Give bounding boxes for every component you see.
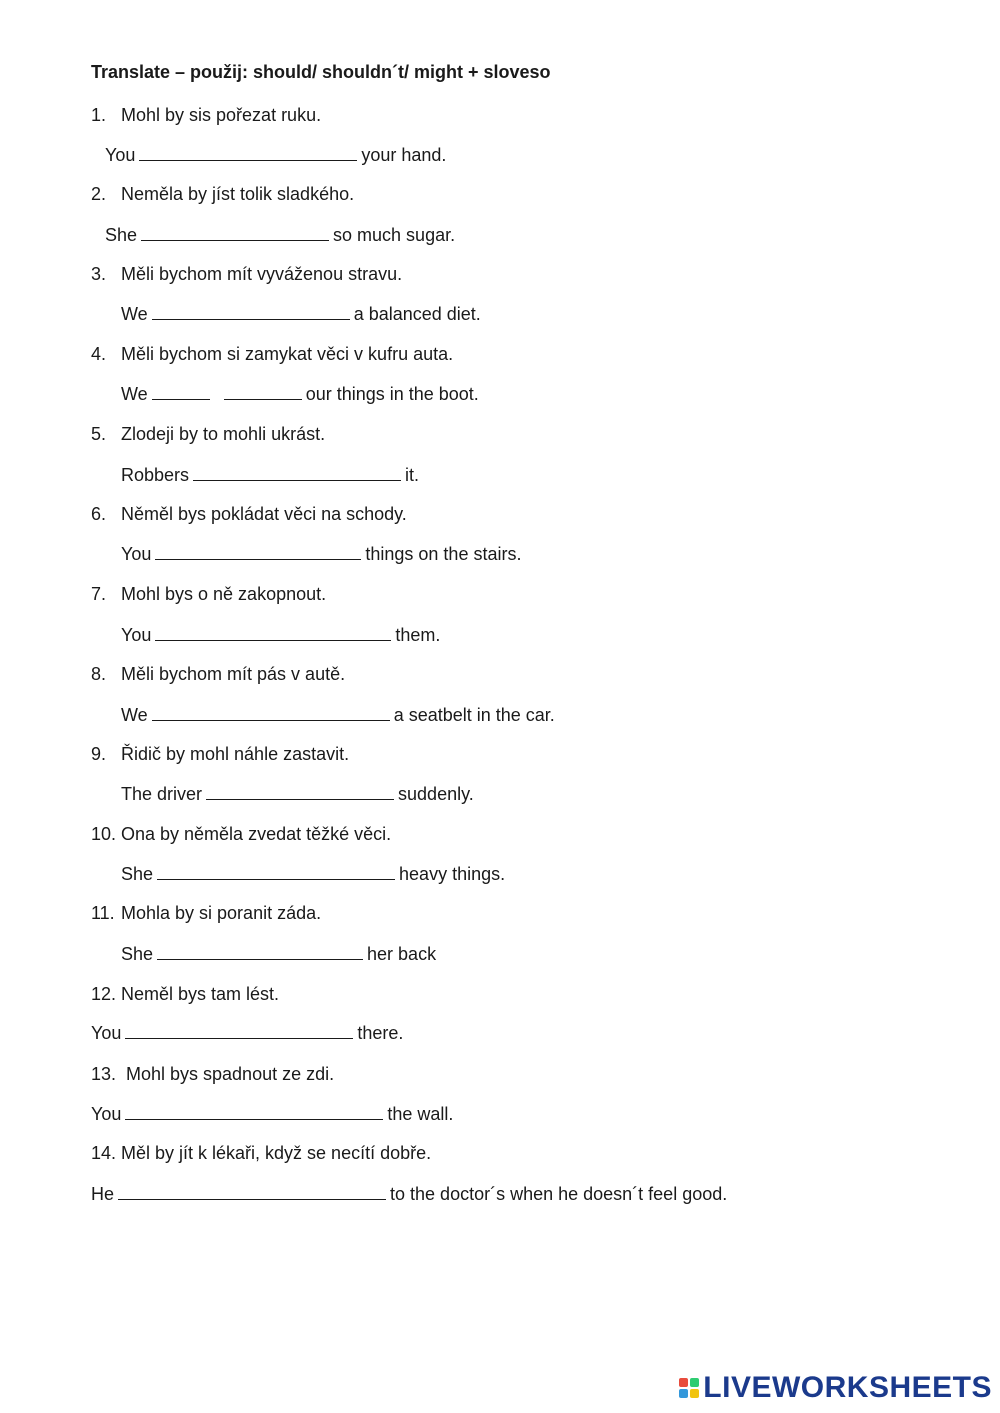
answer-suffix: suddenly. [398, 784, 474, 804]
answer-line-7 [121, 623, 440, 647]
answer-prefix: We [121, 304, 148, 324]
question-13 [91, 1062, 334, 1086]
answer-blank-11[interactable] [157, 943, 363, 960]
question-number: 11. [91, 903, 115, 923]
answer-blank-8[interactable] [152, 704, 390, 721]
question-text: Měli bychom mít pás v autě. [121, 664, 346, 684]
answer-blank-5[interactable] [193, 464, 401, 481]
answer-prefix: She [105, 225, 138, 245]
answer-line-3 [121, 302, 481, 326]
question-number: 4. [91, 344, 107, 364]
answer-blank-10[interactable] [157, 863, 395, 880]
answer-suffix: your hand. [361, 145, 447, 165]
answer-line-10 [121, 862, 505, 886]
answer-suffix: to the doctor´s when he doesn´t feel good. [390, 1184, 728, 1204]
answer-blank-14[interactable] [118, 1183, 386, 1200]
question-number: 5. [91, 424, 107, 444]
answer-blank-13[interactable] [125, 1103, 383, 1120]
answer-line-11 [121, 942, 436, 966]
question-1 [91, 103, 321, 127]
question-3 [91, 262, 402, 286]
answer-suffix: the wall. [387, 1104, 454, 1124]
answer-prefix: He [91, 1184, 115, 1204]
brand-text: LIVEWORKSHEETS [703, 1371, 992, 1404]
answer-line-12 [91, 1021, 403, 1045]
question-6 [91, 502, 407, 526]
answer-blank-9[interactable] [206, 783, 394, 800]
question-8 [91, 662, 345, 686]
question-5 [91, 422, 325, 446]
question-number: 9. [91, 744, 107, 764]
question-number: 6. [91, 504, 107, 524]
question-text: Mohl bys o ně zakopnout. [121, 584, 327, 604]
question-text: Neměl bys tam lést. [121, 984, 280, 1004]
answer-suffix: heavy things. [399, 864, 506, 884]
question-2 [91, 182, 354, 206]
answer-prefix: The driver [121, 784, 203, 804]
answer-prefix: You [91, 1104, 122, 1124]
question-text: Ona by něměla zvedat těžké věci. [121, 824, 392, 844]
question-12 [91, 982, 279, 1006]
answer-blank-12[interactable] [125, 1022, 353, 1039]
answer-blank-3[interactable] [152, 303, 350, 320]
answer-line-14 [91, 1182, 727, 1206]
question-7 [91, 582, 326, 606]
answer-suffix: there. [357, 1023, 404, 1043]
answer-suffix: things on the stairs. [365, 544, 522, 564]
question-14 [91, 1141, 431, 1165]
answer-prefix: She [121, 864, 154, 884]
answer-prefix: You [105, 145, 136, 165]
question-text: Něměl bys pokládat věci na schody. [121, 504, 407, 524]
liveworksheets-icon [679, 1378, 699, 1398]
answer-blank-4b[interactable] [224, 383, 302, 400]
answer-prefix: You [91, 1023, 122, 1043]
question-number: 10. [91, 824, 117, 844]
answer-prefix: She [121, 944, 154, 964]
answer-prefix: We [121, 384, 148, 404]
answer-blank-2[interactable] [141, 224, 329, 241]
question-text: Mohla by si poranit záda. [121, 903, 322, 923]
answer-suffix: it. [405, 465, 420, 485]
answer-prefix: Robbers [121, 465, 190, 485]
question-number: 3. [91, 264, 107, 284]
question-number: 14. [91, 1143, 117, 1163]
answer-suffix: a seatbelt in the car. [393, 705, 555, 725]
question-text: Řidič by mohl náhle zastavit. [121, 744, 350, 764]
answer-line-1 [105, 143, 446, 167]
question-number: 7. [91, 584, 107, 604]
question-4 [91, 342, 453, 366]
answer-line-13 [91, 1102, 453, 1126]
answer-blank-7[interactable] [155, 624, 391, 641]
question-text: Zlodeji by to mohli ukrást. [121, 424, 326, 444]
answer-line-9 [121, 782, 474, 806]
answer-prefix: You [121, 625, 152, 645]
answer-line-8 [121, 703, 555, 727]
question-9 [91, 742, 349, 766]
question-number: 8. [91, 664, 107, 684]
worksheet-title: Translate – použij: should/ shouldn´t/ might + sloveso [91, 62, 551, 82]
question-10 [91, 822, 391, 846]
question-text: Měl by jít k lékaři, když se necítí dobře. [121, 1143, 432, 1163]
answer-suffix: her back [367, 944, 437, 964]
answer-suffix: so much sugar. [333, 225, 456, 245]
question-number: 2. [91, 184, 107, 204]
answer-blank-6[interactable] [155, 543, 361, 560]
answer-blank-4a[interactable] [152, 383, 210, 400]
question-number: 13. [91, 1064, 117, 1084]
question-text: Měli bychom mít vyváženou stravu. [121, 264, 403, 284]
question-number: 12. [91, 984, 117, 1004]
answer-suffix: them. [395, 625, 441, 645]
answer-line-4 [121, 382, 479, 406]
question-11 [91, 901, 321, 925]
question-text: Mohl bys spadnout ze zdi. [121, 1064, 335, 1084]
answer-line-6 [121, 542, 521, 566]
answer-prefix: We [121, 705, 148, 725]
answer-blank-1[interactable] [139, 144, 357, 161]
answer-prefix: You [121, 544, 152, 564]
question-text: Měli bychom si zamykat věci v kufru auta. [121, 344, 454, 364]
question-number: 1. [91, 105, 107, 125]
liveworksheets-logo [679, 1373, 992, 1403]
question-text: Neměla by jíst tolik sladkého. [121, 184, 355, 204]
question-text: Mohl by sis pořezat ruku. [121, 105, 322, 125]
answer-line-5 [121, 463, 419, 487]
answer-suffix: our things in the boot. [305, 384, 479, 404]
answer-line-2 [105, 223, 455, 247]
answer-suffix: a balanced diet. [353, 304, 481, 324]
